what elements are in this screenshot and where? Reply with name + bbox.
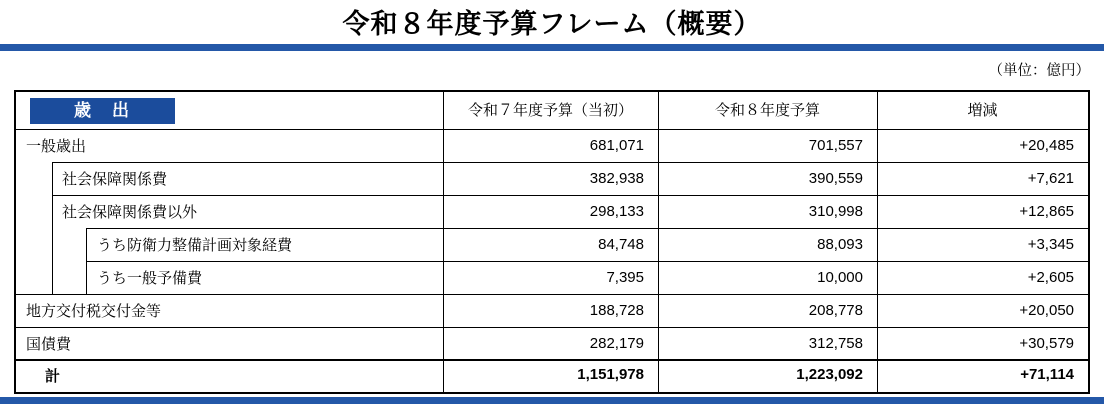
cell-fy8: 701,557 (808, 137, 863, 154)
cell-change: +20,485 (1019, 137, 1074, 154)
cell-change: +7,621 (1027, 170, 1074, 187)
table-row-local-allocation-tax (16, 294, 1088, 327)
column-divider (658, 92, 659, 392)
column-header-fy7: 令和７年度予算（当初） (467, 102, 633, 119)
column-header-fy8: 令和８年度予算 (714, 102, 820, 119)
column-divider (443, 92, 444, 392)
cell-fy7: 282,179 (589, 335, 644, 352)
row-divider (86, 228, 1088, 229)
budget-table (14, 90, 1090, 394)
cell-fy8: 310,998 (808, 203, 863, 220)
unit-label: （単位：億円） (988, 63, 1090, 79)
table-row-general-reserve (16, 261, 1088, 294)
table-row-total (16, 359, 1088, 392)
row-divider (52, 162, 1088, 163)
cell-fy7: 7,395 (606, 269, 644, 286)
indent-guide-line (52, 162, 53, 294)
cell-fy7: 681,071 (589, 137, 644, 154)
row-label: うち防衛力整備計画対象経費 (97, 237, 293, 254)
cell-change: +30,579 (1019, 335, 1074, 352)
cell-fy7: 84,748 (598, 236, 644, 253)
cell-fy7: 1,151,978 (577, 366, 644, 383)
total-row-divider (16, 359, 1088, 361)
table-row-social-security (16, 162, 1088, 195)
table-header-row (16, 92, 1088, 129)
table-row-national-debt-service (16, 327, 1088, 359)
row-divider (16, 327, 1088, 328)
expenditure-header-box: 歳 出 (30, 98, 175, 124)
cell-change: +71,114 (1020, 366, 1074, 383)
table-row-non-social-security (16, 195, 1088, 228)
cell-fy8: 390,559 (808, 170, 863, 187)
row-label: 社会保障関係費以外 (62, 204, 198, 221)
row-divider (52, 195, 1088, 196)
header-divider (16, 129, 1088, 130)
expenditure-header-cell (16, 92, 443, 129)
row-label: 社会保障関係費 (62, 171, 168, 188)
row-label: 一般歳出 (26, 138, 87, 155)
title-underline-bar (0, 44, 1104, 51)
cell-fy8: 1,223,092 (796, 366, 863, 383)
row-divider (16, 294, 1088, 295)
row-divider (86, 261, 1088, 262)
cell-change: +20,050 (1019, 302, 1074, 319)
row-label: 計 (45, 368, 61, 385)
cell-change: +2,605 (1027, 269, 1074, 286)
cell-fy7: 298,133 (589, 203, 644, 220)
cell-fy7: 188,728 (589, 302, 644, 319)
cell-fy8: 208,778 (808, 302, 863, 319)
row-label: 国債費 (26, 335, 72, 353)
cell-fy7: 382,938 (589, 170, 644, 187)
cell-change: +12,865 (1019, 203, 1074, 220)
cell-fy8: 10,000 (817, 269, 863, 286)
cell-fy8: 312,758 (808, 335, 863, 352)
cell-fy8: 88,093 (817, 236, 863, 253)
row-label: うち一般予備費 (97, 270, 203, 287)
bottom-bar (0, 397, 1104, 404)
page-title: 令和８年度予算フレーム（概要） (342, 9, 762, 39)
cell-change: +3,345 (1027, 236, 1074, 253)
column-header-change: 増減 (967, 102, 998, 119)
table-row-general-expenditure (16, 129, 1088, 162)
row-label: 地方交付税交付金等 (26, 303, 162, 320)
table-row-defense-plan (16, 228, 1088, 261)
column-divider (877, 92, 878, 392)
